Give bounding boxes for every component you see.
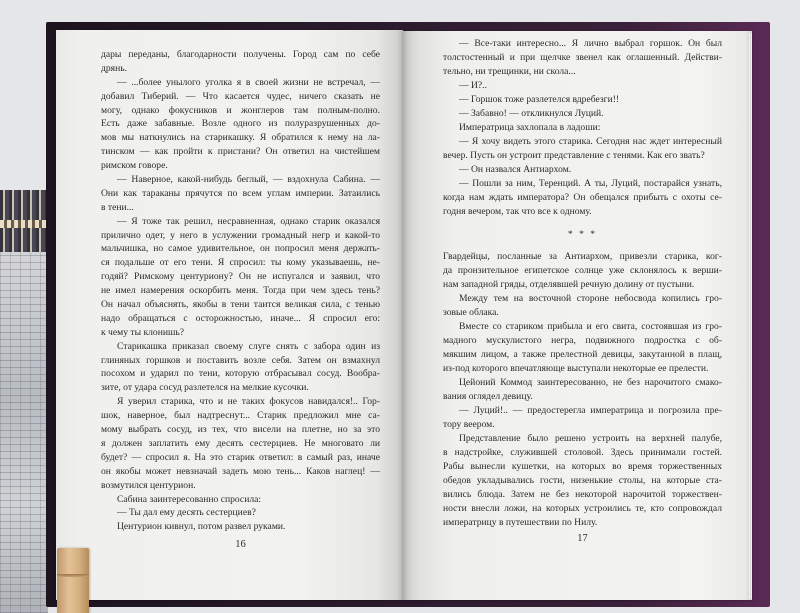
- text-line: Старикашка приказал своему слуге снять с забора один из: [117, 340, 380, 352]
- text-line: — Я тоже так решил, несравненная, однако старик оказался: [117, 215, 380, 227]
- paragraph: [443, 107, 722, 121]
- paragraph: [443, 135, 722, 163]
- text-line: дары переданы, благодарности получены. Город сам по себе: [101, 49, 380, 60]
- text-line: Он начал объяснять, якобы в тени таится великая сила, с тенью: [101, 299, 380, 311]
- text-line: к чему ты клонишь?: [101, 326, 184, 338]
- text-line: мякшим лицом, а также прелестной девицы, закутанной в плащ,: [443, 349, 722, 360]
- text-line: ся подальше от его тени. Я спросил: ты кому указываешь, не-: [101, 257, 380, 269]
- text-line: в тени...: [101, 201, 134, 213]
- left-page-text: [101, 48, 380, 534]
- text-line: обедов укладывались гости, низенькие столы, на которые ста-: [443, 475, 722, 486]
- clothespin-groove: [57, 574, 89, 577]
- paragraph: [443, 432, 722, 530]
- text-line: — Горшок тоже разлетелся вдребезги!!: [459, 94, 620, 105]
- paragraph: [443, 163, 722, 177]
- text-line: будет? — спросил я. На это старик ответил: в самый раз, иначе: [101, 451, 380, 463]
- text-line: прилично одет, у него в услужении громадный негр и какой-то: [101, 229, 380, 241]
- text-line: — ...более унылого уголка я в своей жизни не встречал, —: [117, 76, 380, 88]
- text-line: могу, однако фокусников и жонглеров там полным-полно.: [101, 104, 380, 116]
- text-line: Императрица захлопала в ладоши:: [459, 122, 601, 133]
- map-pattern: [0, 252, 48, 613]
- gutter-shadow: [396, 30, 412, 600]
- text-line: — Луций!.. — предостерегла императрица и погрозила пре-: [459, 405, 722, 416]
- paragraph: [443, 177, 722, 219]
- text-line: мальчишка, но самое удивительное, он попросил меня держать-: [101, 243, 380, 255]
- text-line: шок, наверное, был надтреснут... Старик предложил мне са-: [101, 410, 380, 422]
- text-line: Центурион кивнул, потом развел руками.: [117, 521, 286, 533]
- text-line: вечер. Пусть он устроит представление с тенями. Как его звать?: [443, 150, 705, 161]
- paragraph: [443, 37, 722, 79]
- text-line: вились блюда. Затем не без некоторой нарочитой торжествен-: [443, 489, 722, 500]
- page-edges: [748, 33, 752, 599]
- text-after-section-break: [443, 250, 722, 530]
- text-line: Я уверил старика, что и не таких фокусов навидался!.. Гор-: [117, 396, 380, 408]
- text-line: зите, от удара сосуд разлетелся на мелкие кусочки.: [101, 382, 309, 394]
- text-line: Рабы вынесли кушетки, на которых во время торжественных: [443, 461, 722, 472]
- text-line: — Он назвался Антиархом.: [459, 164, 572, 175]
- paragraph: [443, 121, 722, 135]
- paragraph: [101, 395, 380, 492]
- paragraph: [101, 76, 380, 173]
- decorative-band: [0, 190, 48, 252]
- text-line: годяй? Римскому центуриону? Он не испугался и заявил, что: [101, 271, 380, 283]
- text-line: дрянь.: [101, 62, 127, 74]
- text-line: тинском — как пройти к пристани? Он ответил на чистейшем: [101, 146, 380, 158]
- text-line: вания оглядел девицу.: [443, 391, 533, 402]
- page-number-right: 17: [577, 533, 588, 544]
- text-line: возмутился центурион.: [101, 479, 196, 491]
- paragraph: [101, 506, 380, 520]
- section-break: * * *: [567, 229, 598, 240]
- text-line: — Пошли за ним, Теренций. А ты, Луций, постарайся узнать,: [459, 178, 722, 189]
- text-line: мадного мускулистого негра, подвижного подростка с об-: [443, 335, 722, 346]
- text-line: не имел намерения оскорбить меня. Тогда при чем здесь тень?: [101, 285, 380, 297]
- text-line: мов мы наткнулись на старикашку. Я обратился к нему на ла-: [101, 132, 380, 144]
- text-line: мому выбрать сосуд, из тех, что висели на плетне, но за это: [101, 424, 380, 436]
- text-line: когда нам ждать императора? Он обещался прибыть с охоты се-: [443, 192, 722, 203]
- right-page: [403, 31, 752, 600]
- text-line: он якобы может невзначай задеть мою тень... Каков наглец! —: [101, 465, 380, 477]
- paragraph: [443, 79, 722, 93]
- text-line: — Наверное, какой-нибудь беглый, — вздохнула Сабина. —: [117, 174, 380, 186]
- page-number-left: 16: [235, 539, 246, 550]
- text-line: зовые облака.: [443, 307, 499, 318]
- decorative-band-stripe: [0, 220, 48, 228]
- text-line: толстостенный и при щелчке звенел как оглашенный. Действи-: [443, 52, 722, 63]
- text-line: Между тем на восточной стороне небосвода копились гро-: [459, 293, 722, 304]
- text-line: Есть даже забавные. Возле одного из полуразрушенных до-: [101, 118, 380, 130]
- text-line: — Забавно! — откликнулся Луций.: [459, 108, 604, 119]
- text-line: Гвардейцы, посланные за Антиархом, привезли старика, ког-: [443, 251, 722, 262]
- paragraph: [101, 215, 380, 340]
- right-page-text: [443, 37, 722, 530]
- text-line: годня вечером, так что все к одному.: [443, 206, 592, 217]
- text-line: в надстройке, служившей столовой. Здесь принимали гостей.: [443, 447, 722, 458]
- paragraph: [443, 292, 722, 320]
- text-line: Вместе со стариком прибыла и его свита, состоявшая из гро-: [459, 321, 722, 332]
- text-line: глиняных горшков и поставить возле себя. Затем он взмахнул: [101, 354, 380, 366]
- text-line: тельно, ни трещинки, ни скола...: [443, 66, 576, 77]
- text-line: Цейоний Коммод заинтересованно, не без нарочитого смако-: [459, 377, 722, 388]
- paragraph: [101, 520, 380, 534]
- text-line: римском говоре.: [101, 160, 168, 172]
- text-line: императрицу в путешествии по Нилу.: [443, 517, 598, 528]
- text-line: Представление было решено устроить на верхней палубе,: [459, 433, 722, 444]
- left-page: [56, 30, 403, 600]
- paragraph: [101, 173, 380, 215]
- text-before-section-break: [443, 37, 722, 219]
- clothespin: [57, 548, 89, 613]
- paragraph: [443, 250, 722, 292]
- text-line: Они как тараканы прячутся по всем углам империи. Затаились: [101, 187, 380, 199]
- paragraph: [443, 376, 722, 404]
- text-line: из-под которого впечатляюще выступали некоторые ее прелести.: [443, 363, 709, 374]
- patterned-object-left: [0, 190, 48, 613]
- paragraph: [101, 493, 380, 507]
- paragraph: [443, 404, 722, 432]
- paragraph: [101, 48, 380, 76]
- text-line: посохом и ударил по тени, которую отбрасывал сосуд. Вообра-: [101, 368, 380, 380]
- text-line: — И?..: [459, 80, 487, 91]
- text-line: нам западной гряды, отделявшей речную долину от пустыни.: [443, 279, 695, 290]
- text-line: Сабина заинтересованно спросила:: [117, 493, 262, 505]
- text-line: тору веером.: [443, 419, 495, 430]
- text-line: — Все-таки интересно... Я лично выбрал горшок. Он был: [459, 38, 722, 49]
- text-line: добавил Тиберий. — Что касается чудес, ничего сказать не: [101, 90, 380, 102]
- text-line: да пронзительное египетское солнце уже склонялось к верши-: [443, 265, 722, 276]
- text-line: ности внесли ложи, на которых устроились те, кто сопровождал: [443, 503, 722, 514]
- paragraph: [101, 340, 380, 396]
- text-line: я должен заплатить ему десять сестерциев. Не многовато ли: [101, 437, 380, 449]
- text-line: — Я хочу видеть этого старика. Сегодня нас ждет интересный: [459, 136, 722, 147]
- paragraph: [443, 93, 722, 107]
- text-line: — Ты дал ему десять сестерциев?: [117, 507, 256, 519]
- text-line: надо обращаться с осторожностью, иначе... Я спросил его:: [101, 312, 380, 324]
- paragraph: [443, 320, 722, 376]
